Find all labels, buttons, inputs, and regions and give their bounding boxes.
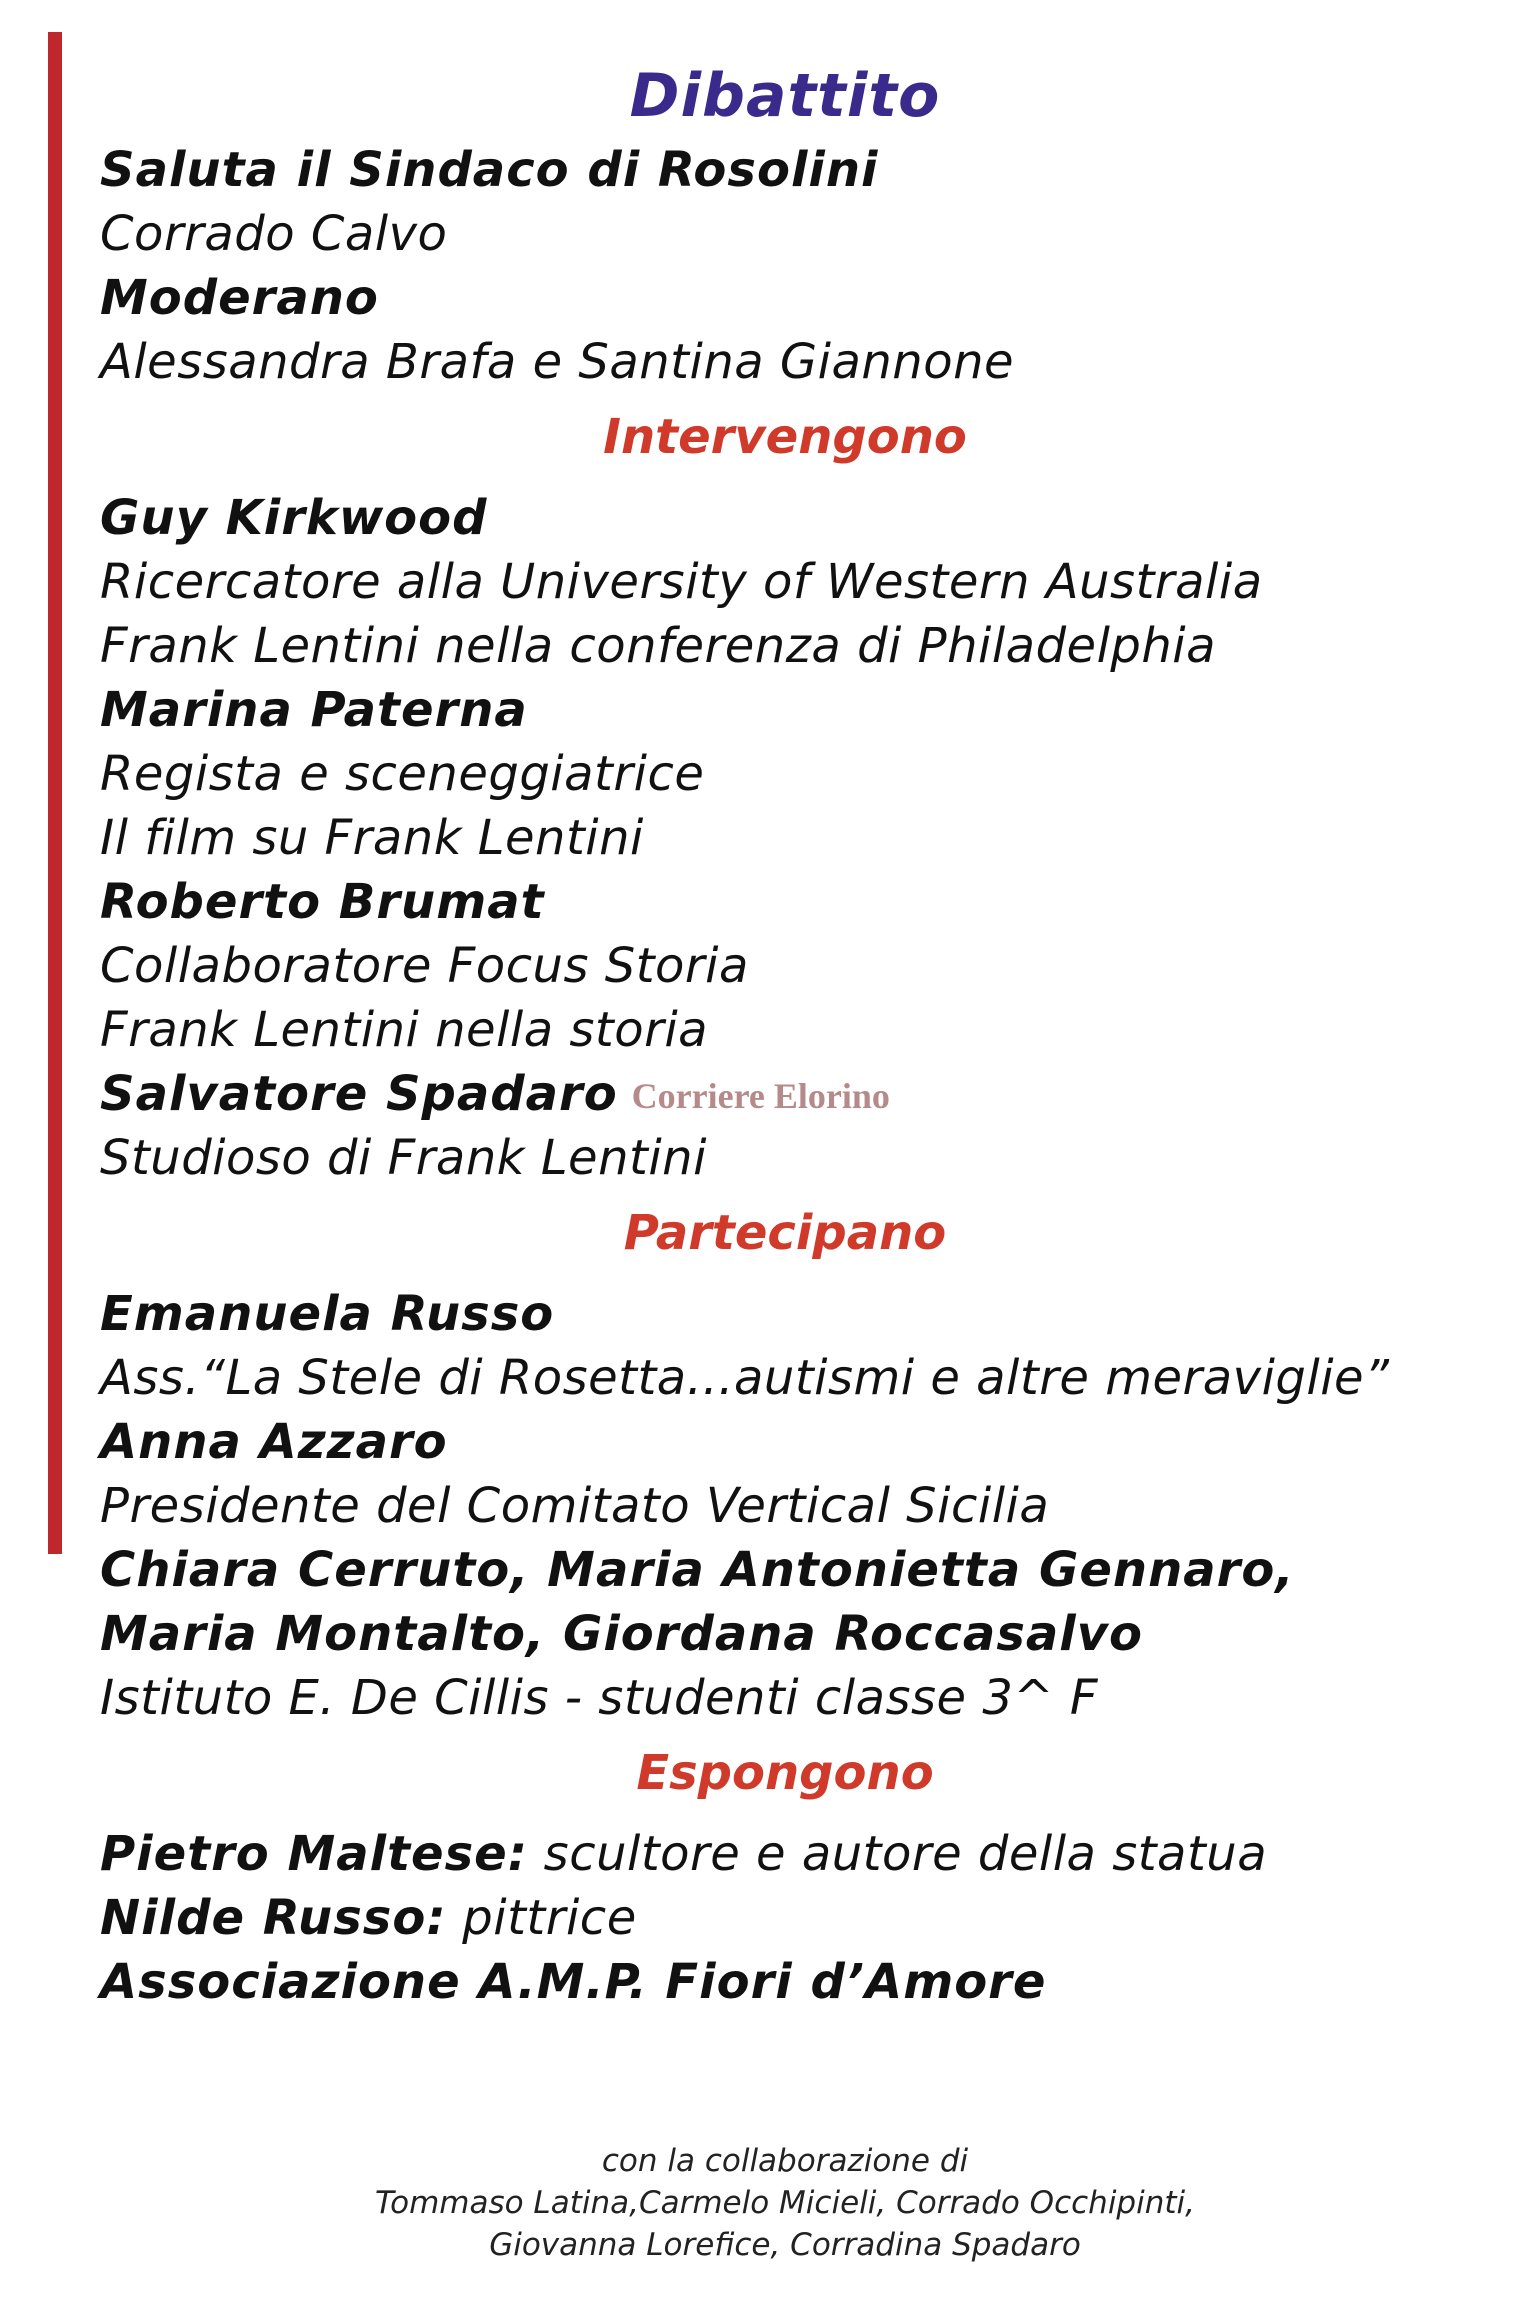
- students-names-line1: Chiara Cerruto, Maria Antonietta Gennaro,: [100, 1542, 1295, 1598]
- speaker-name: Guy Kirkwood: [100, 490, 488, 546]
- students-names-line2: Maria Montalto, Giordana Roccasalvo: [100, 1606, 1143, 1662]
- section-heading-intervengono: Intervengono: [603, 409, 967, 465]
- participant-role: Ass.“La Stele di Rosetta...autismi e altre meraviglie”: [100, 1350, 1390, 1406]
- speaker-topic: Il film su Frank Lentini: [100, 810, 644, 866]
- credits-intro: con la collaborazione di: [601, 2143, 969, 2179]
- participant-name: Emanuela Russo: [100, 1286, 555, 1342]
- speaker-name: Marina Paterna: [100, 682, 528, 738]
- exhibitor-role: scultore e autore della statua: [527, 1826, 1268, 1882]
- speaker-topic: Frank Lentini nella storia: [100, 1002, 709, 1058]
- moderano-names: Alessandra Brafa e Santina Giannone: [100, 334, 1015, 390]
- exhibitor-name: Pietro Maltese:: [100, 1826, 528, 1882]
- credits-names-line2: Giovanna Lorefice, Corradina Spadaro: [489, 2227, 1081, 2263]
- speaker-name: Roberto Brumat: [100, 874, 545, 930]
- decorative-red-bar: [48, 32, 62, 1554]
- saluta-heading: Saluta il Sindaco di Rosolini: [100, 142, 879, 198]
- speaker-role: Ricercatore alla University of Western Australia: [100, 554, 1263, 610]
- speaker-role: Regista e sceneggiatrice: [100, 746, 705, 802]
- section-heading-partecipano: Partecipano: [623, 1205, 947, 1261]
- exhibitor-row: [100, 1886, 1520, 1950]
- speaker-role: Studioso di Frank Lentini: [100, 1130, 707, 1186]
- saluta-name: Corrado Calvo: [100, 206, 448, 262]
- speaker-role: Collaboratore Focus Storia: [100, 938, 749, 994]
- program-content: [100, 54, 1520, 2014]
- exhibitor-role: pittrice: [446, 1890, 637, 1946]
- exhibitor-name: Associazione A.M.P. Fiori d’Amore: [100, 1954, 1047, 2010]
- section-heading-espongono: Espongono: [636, 1745, 934, 1801]
- credits-block: [0, 2140, 1535, 2266]
- credits-names-line1: Tommaso Latina,Carmelo Micieli, Corrado Occhipinti,: [375, 2185, 1195, 2221]
- page-title: Dibattito: [629, 61, 941, 131]
- watermark-text: Corriere Elorino: [631, 1076, 890, 1116]
- speaker-row: [100, 1062, 1520, 1126]
- participant-role: Presidente del Comitato Vertical Sicilia: [100, 1478, 1050, 1534]
- participant-name: Anna Azzaro: [100, 1414, 448, 1470]
- speaker-name: Salvatore Spadaro: [100, 1066, 618, 1122]
- moderano-heading: Moderano: [100, 270, 379, 326]
- exhibitor-name: Nilde Russo:: [100, 1890, 447, 1946]
- speaker-topic: Frank Lentini nella conferenza di Philadelphia: [100, 618, 1217, 674]
- exhibitor-row: [100, 1822, 1520, 1886]
- students-role: Istituto E. De Cillis - studenti classe 3^ F: [100, 1670, 1098, 1726]
